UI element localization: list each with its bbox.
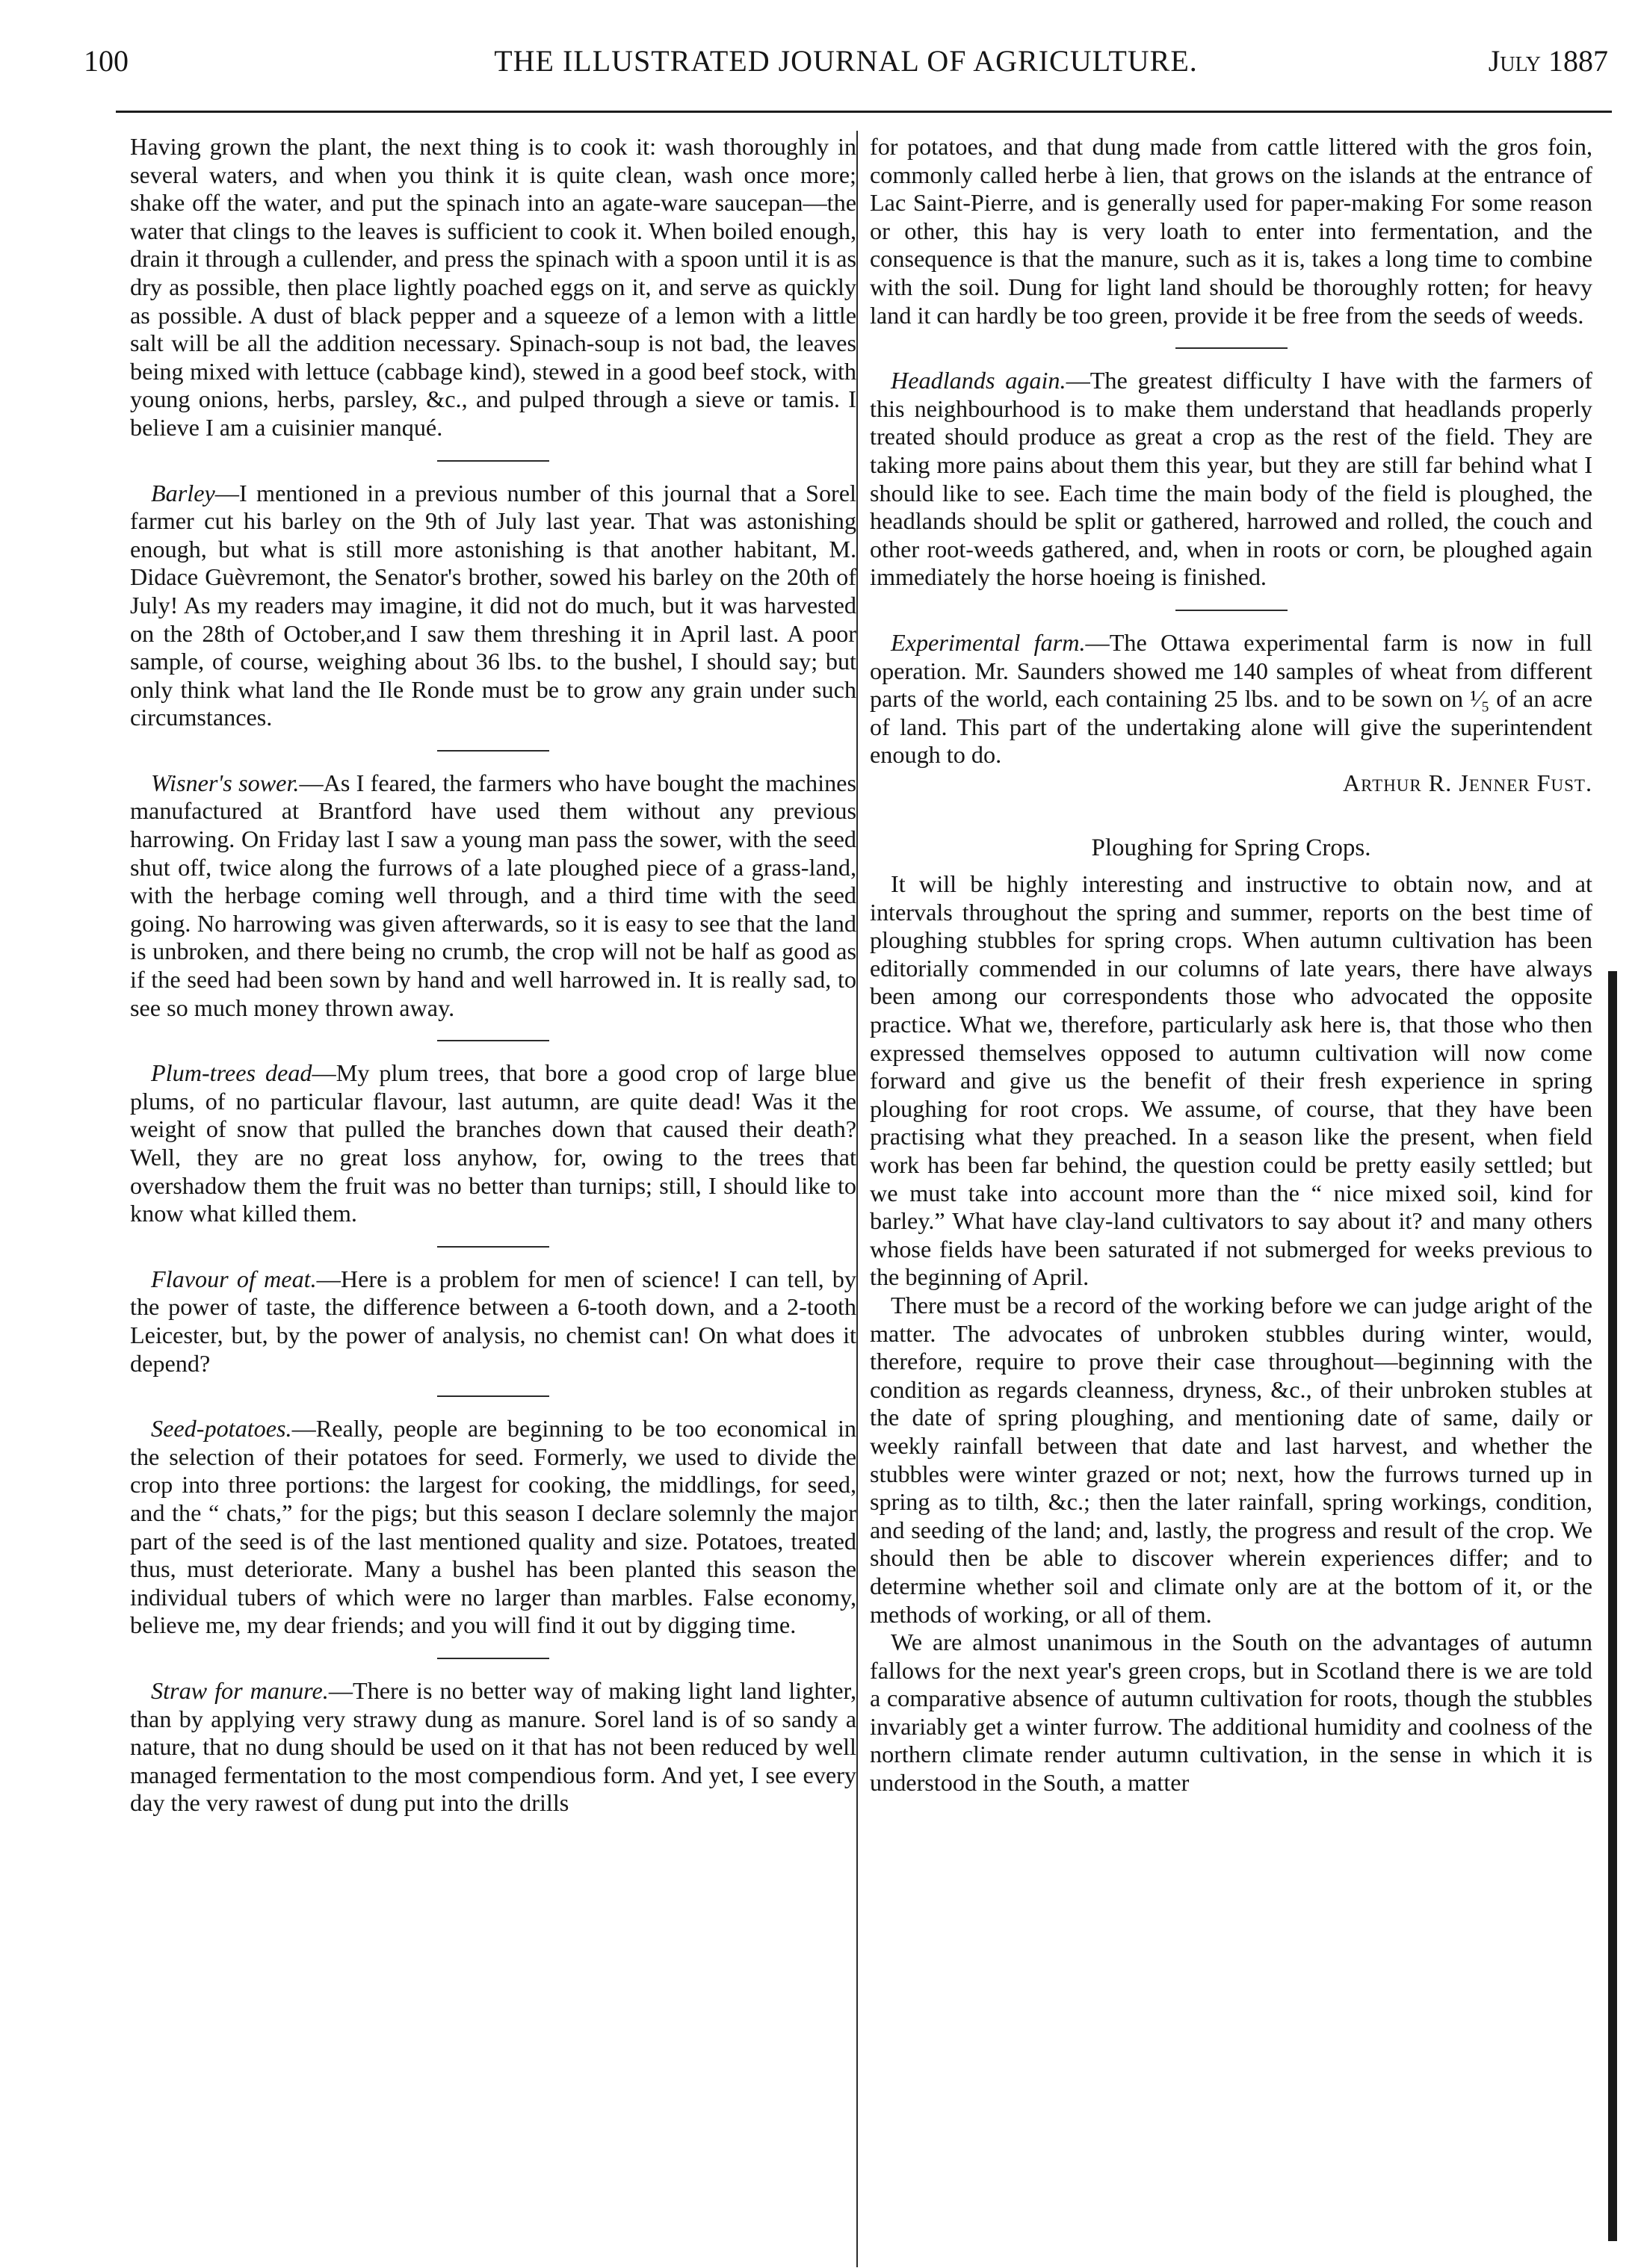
straw-heading: Straw for manure. (151, 1676, 329, 1704)
journal-title: THE ILLUSTRATED JOURNAL OF AGRICULTURE. (494, 44, 1198, 78)
running-header (84, 43, 1608, 88)
author-signature: Arthur R. Jenner Fust. (1342, 769, 1592, 796)
ploughing-paragraph-3: We are almost unanimous in the South on the advantages of autumn fallows for the next year's green crops, but in Scotland there is we are told a comparative absence of autumn cultivation for roots, though the stubbles invariably get a winter furrow. The additional humidity and coolness of the northern climate render autumn cultivation, in the sense in which it is understood in the South, a matter (870, 1629, 1592, 1797)
wisner-paragraph (130, 769, 856, 1022)
section-divider (437, 1040, 549, 1041)
straw-text: —There is no better way of making light land lighter, than by applying very strawy dung as manure. Sorel land is of so sandy a nature, that no dung should be used on it that has not been reduced by well managed fermentation to the most compendious form. And yet, I see every day the very rawest of dung put into the drills (130, 1676, 856, 1817)
experimental-heading: Experimental farm. (891, 628, 1086, 656)
section-divider (437, 1658, 549, 1659)
experimental-text: —The Ottawa experimental farm is now in full operation. Mr. Saunders showed me 140 samples of wheat from different parts of the world, each containing 25 lbs. and to be sown on ¹⁄₅ of an acre of land. This part of the undertaking alone will give the superintendent enough to do. (870, 628, 1592, 769)
plum-heading: Plum-trees dead (151, 1059, 312, 1087)
ploughing-paragraph-1: It will be highly interesting and instructive to obtain now, and at intervals throughout the spring and summer, reports on the best time of ploughing stubbles for spring crops. When autumn cultivation has been editorially commended in our columns of late years, there have always been among our correspondents those who advocated the opposite practice. What we, therefore, particularly ask here is, that those who then expressed themselves opposed to autumn cultivation will now come forward and give us the benefit of their fresh experience in spring ploughing for root crops. We assume, of course, that they have been practising what they preached. In a season like the present, when field work has been far behind, the question could be pretty easily settled; but we must take into account more than the “ nice mixed soil, kind for barley.” What have clay-land cultivators to say about it? and many others whose fields have been saturated if not submerged for weeks previous to the beginning of April. (870, 870, 1592, 1291)
section-divider (1175, 347, 1288, 349)
section-divider (437, 1395, 549, 1397)
spinach-paragraph: Having grown the plant, the next thing is to cook it: wash thoroughly in several waters, and when you think it is quite clean, wash once more; shake off the water, and put the spinach into an agate-ware saucepan—the water that clings to the leaves is sufficient to cook it. When boiled enough, drain it through a cullender, and press the spinach with a spoon until it is as dry as possible, then place lightly poached eggs on it, and serve as quickly as possible. A dust of black pepper and a squeeze of a lemon with a little salt will be all the addition necessary. Spinach-soup is not bad, the leaves being mixed with lettuce (cabbage kind), stewed in a good beef stock, with young onions, herbs, parsley, &c., and pulped through a sieve or tamis. I believe I am a cuisinier manqué. (130, 133, 856, 441)
page-number: 100 (84, 44, 129, 78)
headlands-paragraph (870, 367, 1592, 592)
section-divider (437, 460, 549, 462)
wisner-heading: Wisner's sower. (151, 769, 300, 796)
experimental-paragraph (870, 629, 1592, 769)
column-divider (856, 131, 858, 2267)
barley-text: —I mentioned in a previous number of this journal that a Sorel farmer cut his barley on the 9th of July last year. That was astonishing enough, but what is still more astonishing is that another habitant, M. Didace Guèvremont, the Senator's brother, sowed his barley on the 20th of July! As my readers may imagine, it did not do much, but it was harvested on the 28th of October,and I saw them threshing it in April last. A poor sample, of course, weighing about 36 lbs. to the bushel, I should say; but only think what land the Ile Ronde must be to grow any grain under such circumstances. (130, 479, 856, 731)
flavour-text: —Here is a problem for men of science! I can tell, by the power of taste, the difference between a 6-tooth down, and a 2-tooth Leicester, but, by the power of analysis, no chemist can! On what does it depend? (130, 1265, 856, 1377)
ploughing-paragraph-2: There must be a record of the working before we can judge aright of the matter. The advocates of unbroken stubbles during winter, would, therefore, require to prove their case throughout—beginning with the condition as regards cleanness, dryness, &c., of their unbroken stubles at the date of spring ploughing, and mentioning date of same, daily or weekly rainfall between that date and last harvest, and whether the stubbles were winter grazed or not; next, how the furrows turned up in spring as to tilth, &c.; then the later rainfall, spring workings, condition, and seeding of the land; and, lastly, the progress and result of the crop. We should then be able to discover wherein experiences differ; and to determine whether soil and climate only are at the bottom of it, or the methods of working, or all of them. (870, 1291, 1592, 1628)
flavour-paragraph (130, 1265, 856, 1378)
header-rule (116, 111, 1612, 113)
article-title: Ploughing for Spring Crops. (1091, 834, 1371, 862)
section-divider (437, 1246, 549, 1248)
seed-potatoes-heading: Seed-potatoes. (151, 1415, 292, 1443)
section-divider (437, 750, 549, 752)
flavour-heading: Flavour of meat. (151, 1265, 317, 1292)
seed-potatoes-paragraph (130, 1415, 856, 1640)
straw-continued-paragraph: for potatoes, and that dung made from cattle littered with the gros foin, commonly called herbe à lien, that grows on the islands at the entrance of Lac Saint-Pierre, and is generally used for paper-making For some reason or other, this hay is very loath to enter into fermentation, and the consequence is that the manure, such as it is, takes a long time to combine with the soil. Dung for light land should be thoroughly rotten; for heavy land it can hardly be too green, provide it be free from the seeds of weeds. (870, 133, 1592, 329)
right-column (870, 133, 1592, 1797)
barley-paragraph (130, 480, 856, 732)
plum-text: —My plum trees, that bore a good crop of large blue plums, of no particular flavour, last autumn, are quite dead! Was it the weight of snow that pulled the branches down that caused their death? Well, they are no great loss anyhow, for, owing to the trees that overshadow them the fruit was no better than turnips; still, I should like to know what killed them. (130, 1059, 856, 1227)
headlands-heading: Headlands again. (891, 367, 1066, 394)
headlands-text: —The greatest difficulty I have with the farmers of this neighbourhood is to make them understand that headlands properly treated should produce as great a crop as the rest of the field. They are taking more pains about them this year, but they are still far behind what I should like to see. Each time the main body of the field is ploughed, the headlands should be split or gathered, harrowed and rolled, the couch and other root-weeds gathered, and, when in roots or corn, be ploughed again immediately the horse hoeing is finished. (870, 367, 1592, 591)
straw-paragraph (130, 1677, 856, 1818)
left-column (130, 133, 856, 1818)
plum-paragraph (130, 1059, 856, 1228)
seed-potatoes-text: —Really, people are beginning to be too economical in the selection of their potatoes for seed. Formerly, we used to divide the crop into three portions: the largest for cooking, the middlings, for seed, and the “ chats,” for the pigs; but this season I declare solemnly the major part of the seed is of the last mentioned quality and size. Potatoes, treated thus, must deteriorate. Many a bushel has been planted this season the individual tubers of which were no larger than marbles. False economy, believe me, my dear friends; and you will find it out by digging time. (130, 1415, 856, 1639)
issue-date: July 1887 (1488, 44, 1608, 78)
wisner-text: —As I feared, the farmers who have bought the machines manufactured at Brantford have used them without any previous harrowing. On Friday last I saw a young man pass the sower, with the seed shut off, twice along the furrows of a late ploughed piece of a grass-land, with the herbage coming well through, and a third time with the seed going. No harrowing was given afterwards, so it is easy to see that the land is unbroken, and there being no crumb, the crop will not be half as good as if the seed had been sown by hand and well harrowed in. It is really sad, to see so much money thrown away. (130, 769, 856, 1021)
binding-edge-mark (1608, 971, 1617, 2241)
section-divider (1175, 610, 1288, 611)
barley-heading: Barley (151, 479, 215, 506)
